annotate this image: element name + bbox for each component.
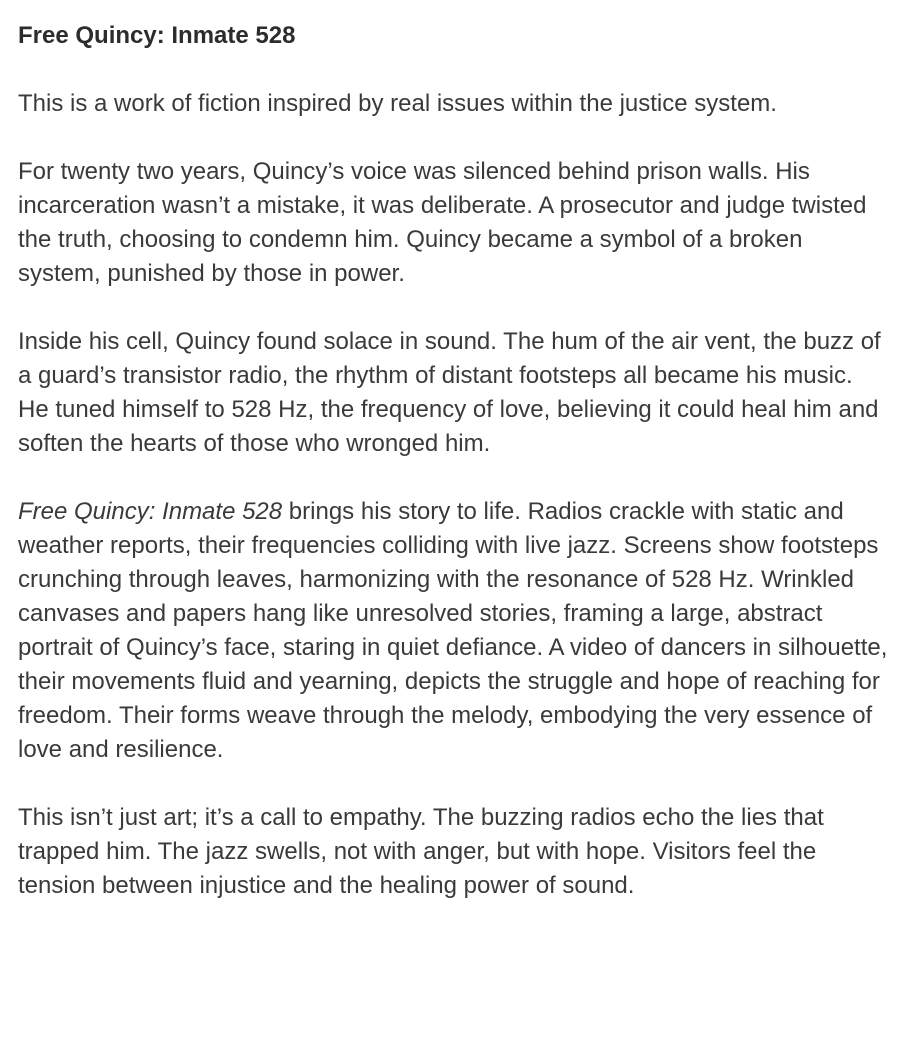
document-title: Free Quincy: Inmate 528 <box>18 22 296 49</box>
paragraph-4: This isn’t just art; it’s a call to empathy. The buzzing radios echo the lies that trapped him. The jazz swells, not with anger, but with hope. Visitors feel the tension between injustice and the healing power of sound. <box>18 804 824 899</box>
disclaimer-paragraph: This is a work of fiction inspired by real issues within the justice system. <box>18 90 777 117</box>
paragraph-2: Inside his cell, Quincy found solace in sound. The hum of the air vent, the buzz of a guard’s transistor radio, the rhythm of distant footsteps all became his music. He tuned himself to 528 Hz, the frequency of love, believing it could heal him and soften the hearts of those who wronged him. <box>18 328 881 457</box>
paragraph-3 <box>18 495 888 767</box>
paragraph-1: For twenty two years, Quincy’s voice was silenced behind prison walls. His incarceration wasn’t a mistake, it was deliberate. A prosecutor and judge twisted the truth, choosing to condemn him. Quincy became a symbol of a broken system, punished by those in power. <box>18 158 867 287</box>
paragraph-3-text: brings his story to life. Radios crackle with static and weather reports, their frequencies colliding with live jazz. Screens show footsteps crunching through leaves, harmonizing with the resonance of 528 Hz. Wrinkled canvases and papers hang like unresolved stories, framing a large, abstract portrait of Quincy’s face, staring in quiet defiance. A video of dancers in silhouette, their movements fluid and yearning, depicts the struggle and hope of reaching for freedom. Their forms weave through the melody, embodying the very essence of love and resilience. <box>18 498 888 763</box>
exhibition-title-italic: Free Quincy: Inmate 528 <box>18 498 283 525</box>
